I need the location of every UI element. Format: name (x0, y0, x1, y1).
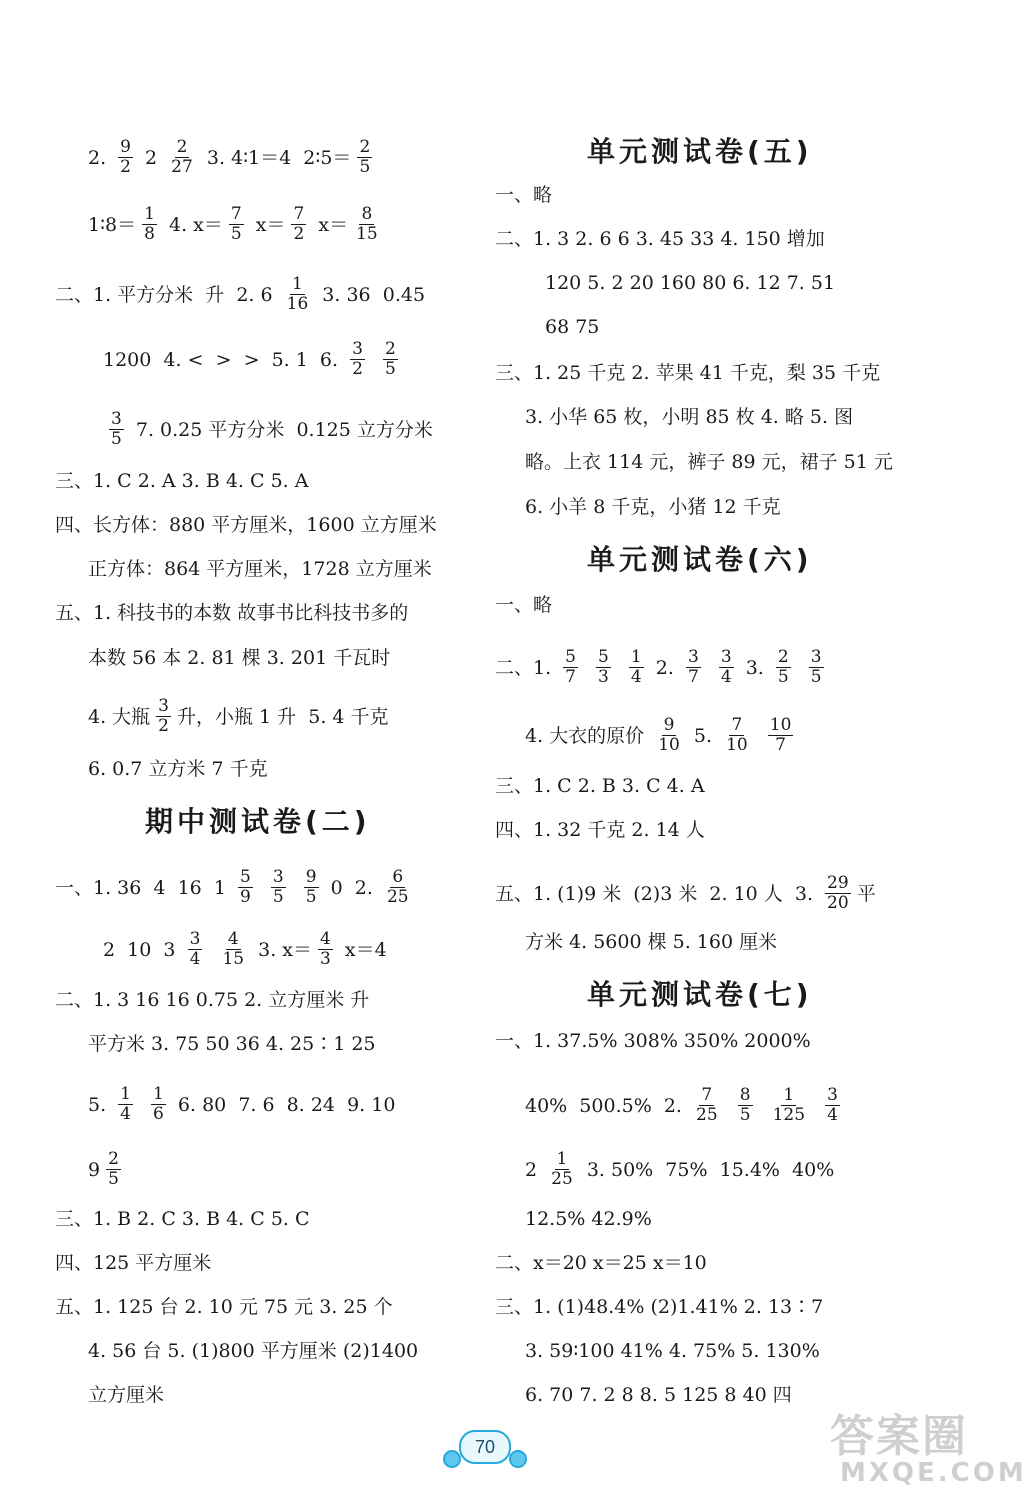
answer-text (208, 937, 214, 963)
answer-text: 0 2. (324, 876, 379, 899)
fraction-numerator: 7 (230, 204, 242, 224)
fraction (694, 1086, 720, 1125)
fraction-denominator: 4 (827, 1105, 838, 1125)
fraction (156, 697, 171, 736)
fraction-denominator: 6 (153, 1104, 164, 1124)
fraction-numerator: 5 (565, 647, 576, 667)
answer-text: 5. (687, 724, 719, 747)
answer-line: 68 75 (545, 316, 600, 338)
fraction-denominator: 9 (239, 887, 251, 907)
fraction-numerator: 1 (292, 274, 303, 294)
answer-line: 方米 4. 5600 棵 5. 160 厘米 (525, 931, 778, 953)
fraction (776, 648, 791, 687)
answer-line (55, 868, 417, 907)
answer-line: 一、略 (495, 594, 553, 616)
fraction (118, 138, 133, 177)
fraction (686, 648, 701, 687)
answer-text (617, 655, 623, 681)
answer-line: 三、1. C 2. A 3. B 4. C 5. A (55, 470, 309, 492)
fraction-denominator: 7 (687, 667, 699, 687)
answer-text: 2. (649, 656, 680, 679)
fraction-numerator: 1 (144, 204, 155, 224)
fraction-denominator: 4 (189, 949, 201, 969)
fraction-denominator: 125 (772, 1105, 806, 1125)
fraction-denominator: 5 (777, 667, 789, 687)
fraction (109, 410, 124, 449)
answer-line: 五、1. 科技书的本数 故事书比科技书多的 (55, 602, 409, 624)
answer-line: 一、略 (495, 184, 553, 206)
fraction (825, 874, 851, 913)
answer-line (88, 697, 389, 736)
fraction (738, 1086, 753, 1125)
answer-line: 6. 0.7 立方米 7 千克 (88, 758, 268, 780)
fraction (809, 648, 824, 687)
answer-text: 4. 大衣的原价 (525, 724, 651, 747)
fraction-denominator: 5 (108, 1169, 119, 1189)
fraction (169, 138, 195, 177)
answer-line (103, 930, 387, 969)
answer-line: 120 5. 2 20 160 80 6. 12 7. 51 (545, 272, 836, 294)
fraction (719, 648, 734, 687)
fraction-denominator: 25 (551, 1169, 573, 1189)
answer-line: 一、1. 37.5% 308% 350% 2000% (495, 1030, 811, 1052)
answer-text (371, 347, 377, 373)
fraction (549, 1150, 575, 1189)
fraction-numerator: 3 (272, 867, 284, 887)
answer-text: x＝ (312, 213, 349, 236)
answer-text: 3. 4∶1＝4 2∶5＝ (200, 146, 352, 169)
answer-line (103, 410, 433, 449)
answer-text (797, 655, 803, 681)
answer-text (707, 655, 713, 681)
fraction-numerator: 1 (783, 1085, 795, 1105)
answer-line (103, 340, 404, 379)
fraction (768, 716, 794, 755)
fraction-denominator: 27 (171, 157, 193, 177)
fraction-numerator: 3 (810, 647, 822, 667)
fraction-numerator: 2 (384, 339, 396, 359)
answer-line (525, 716, 799, 755)
answer-line: 平方米 3. 75 50 36 4. 25∶1 25 (88, 1033, 376, 1055)
fraction (304, 868, 319, 907)
fraction (238, 868, 253, 907)
answer-line: 三、1. C 2. B 3. C 4. A (495, 775, 705, 797)
answer-line: 正方体：864 平方厘米，1728 立方厘米 (88, 558, 432, 580)
answer-text: 二、1. (495, 656, 558, 679)
answer-line: 立方厘米 (88, 1384, 165, 1406)
answer-text: x＝4 (338, 938, 387, 961)
answer-line: 本数 56 本 2. 81 棵 3. 201 千瓦时 (88, 647, 391, 669)
answer-text: 升，小瓶 1 升 5. 4 千克 (177, 705, 389, 728)
answer-text (584, 655, 590, 681)
fraction (629, 648, 644, 687)
answer-line (88, 1085, 395, 1124)
answer-line (88, 1150, 127, 1189)
answer-line: 五、1. 125 台 2. 10 元 75 元 3. 25 个 (55, 1296, 393, 1318)
answer-text: 二、1. 平方分米 升 2. 6 (55, 283, 279, 306)
fraction (285, 275, 311, 314)
answer-line: 3. 59∶100 41% 4. 75% 5. 130% (525, 1340, 820, 1362)
watermark-logo (820, 1400, 1027, 1500)
fraction (318, 930, 333, 969)
answer-line (55, 275, 425, 314)
answer-line (495, 648, 830, 687)
answer-line (88, 205, 386, 244)
answer-text: 9 (88, 1158, 101, 1181)
answer-line: 6. 70 7. 2 8 8. 5 125 8 40 四 (525, 1384, 792, 1406)
answer-text: 平 (856, 882, 876, 905)
answer-text (759, 1093, 765, 1119)
fraction-numerator: 5 (239, 867, 251, 887)
fraction (724, 716, 750, 755)
answer-text: 3. (739, 656, 770, 679)
fraction-denominator: 5 (111, 429, 122, 449)
fraction-numerator: 3 (189, 929, 201, 949)
answer-text: 3. x＝ (252, 938, 313, 961)
answer-text: 40% 500.5% 2. (525, 1094, 689, 1117)
answer-text (259, 875, 265, 901)
fraction-numerator: 7 (731, 715, 743, 735)
page-number: 70 (459, 1430, 511, 1464)
answer-line: 三、1. B 2. C 3. B 4. C 5. C (55, 1208, 310, 1230)
fraction-denominator: 7 (565, 667, 576, 687)
fraction-numerator: 9 (120, 137, 131, 157)
fraction (596, 648, 611, 687)
fraction-denominator: 2 (293, 224, 305, 244)
fraction-denominator: 8 (144, 224, 155, 244)
fraction-denominator: 5 (359, 157, 371, 177)
answer-text (813, 1093, 819, 1119)
fraction (291, 205, 306, 244)
fraction-numerator: 3 (111, 409, 122, 429)
answer-text (292, 875, 298, 901)
page-number-badge (443, 1428, 527, 1468)
watermark-url: MXQE.COM (840, 1458, 1027, 1488)
fraction-numerator: 10 (769, 715, 792, 735)
fraction-denominator: 20 (827, 893, 849, 913)
fraction-numerator: 1 (153, 1084, 164, 1104)
answer-line: 三、1. (1)48.4% (2)1.41% 2. 13∶7 (495, 1296, 824, 1318)
fraction-numerator: 2 (108, 1149, 119, 1169)
answer-text: 7. 0.25 平方分米 0.125 立方分米 (129, 418, 433, 441)
answer-text: 2 10 3 (103, 938, 182, 961)
fraction-denominator: 5 (810, 667, 822, 687)
answer-line: 三、1. 25 千克 2. 苹果 41 千克，梨 35 千克 (495, 362, 881, 384)
answer-line (88, 138, 378, 177)
fraction (142, 205, 157, 244)
answer-text: 一、1. 36 4 16 1 (55, 876, 232, 899)
fraction-denominator: 2 (158, 716, 169, 736)
bubble-decoration (443, 1450, 461, 1468)
answer-text: 4. 大瓶 (88, 705, 151, 728)
answer-line: 6. 小羊 8 千克，小猪 12 千克 (525, 496, 781, 518)
fraction (656, 716, 682, 755)
fraction-denominator: 5 (384, 359, 396, 379)
fraction-denominator: 3 (320, 949, 331, 969)
fraction-numerator: 8 (361, 204, 373, 224)
fraction-denominator: 7 (775, 735, 786, 755)
answer-text: 4. x＝ (162, 213, 223, 236)
fraction-denominator: 10 (658, 735, 680, 755)
fraction-numerator: 7 (701, 1085, 713, 1105)
fraction (357, 138, 372, 177)
answer-text: 1∶8＝ (88, 213, 137, 236)
fraction (825, 1086, 840, 1125)
answer-text: 2 (139, 146, 164, 169)
fraction-denominator: 10 (726, 735, 748, 755)
fraction-numerator: 3 (687, 647, 699, 667)
fraction-denominator: 25 (386, 887, 409, 907)
fraction (383, 340, 398, 379)
answer-line: 四、1. 32 千克 2. 14 人 (495, 819, 705, 841)
fraction (106, 1150, 121, 1189)
fraction-denominator: 15 (222, 949, 245, 969)
answer-line: 二、1. 3 16 16 0.75 2. 立方厘米 升 (55, 989, 370, 1011)
section-heading: 单元测试卷(六) (587, 543, 813, 576)
fraction-numerator: 2 (176, 137, 188, 157)
section-heading: 单元测试卷(五) (587, 135, 813, 168)
fraction-numerator: 29 (827, 873, 849, 893)
fraction-denominator: 5 (272, 887, 284, 907)
fraction-denominator: 15 (356, 224, 378, 244)
fraction (350, 340, 365, 379)
fraction-denominator: 3 (598, 667, 609, 687)
fraction (354, 205, 380, 244)
answer-text (726, 1093, 732, 1119)
answer-line (495, 874, 876, 913)
answer-line (525, 1086, 846, 1125)
fraction-numerator: 1 (120, 1084, 131, 1104)
answer-line: 二、1. 3 2. 6 6 3. 45 33 4. 150 增加 (495, 228, 825, 250)
fraction (229, 205, 244, 244)
fraction (151, 1085, 166, 1124)
fraction-numerator: 9 (305, 867, 317, 887)
answer-text (756, 723, 762, 749)
fraction-numerator: 4 (227, 929, 239, 949)
answer-line: 四、125 平方厘米 (55, 1252, 212, 1274)
fraction-denominator: 4 (720, 667, 732, 687)
fraction-denominator: 5 (305, 887, 317, 907)
fraction-numerator: 1 (630, 647, 642, 667)
fraction-numerator: 3 (352, 339, 363, 359)
fraction (118, 1085, 133, 1124)
answer-text: 6. 80 7. 6 8. 24 9. 10 (171, 1093, 396, 1116)
fraction-numerator: 7 (293, 204, 305, 224)
answer-text: 3. 50% 75% 15.4% 40% (580, 1158, 835, 1181)
answer-line (525, 1150, 834, 1189)
fraction-numerator: 1 (556, 1149, 568, 1169)
fraction-denominator: 25 (696, 1105, 718, 1125)
fraction-numerator: 2 (359, 137, 371, 157)
section-heading: 期中测试卷(二) (145, 805, 371, 838)
fraction-numerator: 3 (158, 696, 169, 716)
fraction-numerator: 3 (827, 1085, 838, 1105)
fraction-numerator: 4 (320, 929, 331, 949)
answer-text: x＝ (249, 213, 286, 236)
section-heading: 单元测试卷(七) (587, 978, 813, 1011)
answer-line: 4. 56 台 5. (1)800 平方厘米 (2)1400 (88, 1340, 419, 1362)
answer-text: 2 (525, 1158, 544, 1181)
bubble-decoration (509, 1450, 527, 1468)
watermark-text: 答案圈 (830, 1411, 968, 1462)
fraction (188, 930, 203, 969)
fraction (563, 648, 578, 687)
fraction-denominator: 5 (230, 224, 242, 244)
fraction-numerator: 5 (598, 647, 609, 667)
fraction (271, 868, 286, 907)
answer-line: 12.5% 42.9% (525, 1208, 652, 1230)
fraction-numerator: 6 (392, 867, 404, 887)
fraction-denominator: 4 (120, 1104, 131, 1124)
answer-text: 5. (88, 1093, 113, 1116)
fraction-numerator: 3 (720, 647, 732, 667)
fraction-numerator: 8 (739, 1085, 751, 1105)
fraction-numerator: 9 (663, 715, 675, 735)
answer-text: 1200 4. < > > 5. 1 6. (103, 348, 345, 371)
fraction-denominator: 4 (630, 667, 642, 687)
answer-line: 二、x＝20 x＝25 x＝10 (495, 1252, 707, 1274)
answer-line: 3. 小华 65 枚，小明 85 枚 4. 略 5. 图 (525, 406, 854, 428)
fraction (771, 1086, 807, 1125)
fraction-denominator: 16 (286, 294, 309, 314)
answer-text: 2. (88, 146, 113, 169)
answer-line: 略。上衣 114 元，裤子 89 元，裙子 51 元 (525, 451, 893, 473)
fraction-denominator: 2 (120, 157, 131, 177)
fraction-numerator: 2 (777, 647, 789, 667)
answer-text: 五、1. (1)9 米 (2)3 米 2. 10 人 3. (495, 882, 820, 905)
answer-text: 3. 36 0.45 (316, 283, 426, 306)
fraction (385, 868, 411, 907)
answer-line: 四、长方体：880 平方厘米，1600 立方厘米 (55, 514, 437, 536)
fraction (220, 930, 246, 969)
answer-text (139, 1092, 145, 1118)
fraction-denominator: 5 (739, 1105, 751, 1125)
fraction-denominator: 2 (352, 359, 363, 379)
